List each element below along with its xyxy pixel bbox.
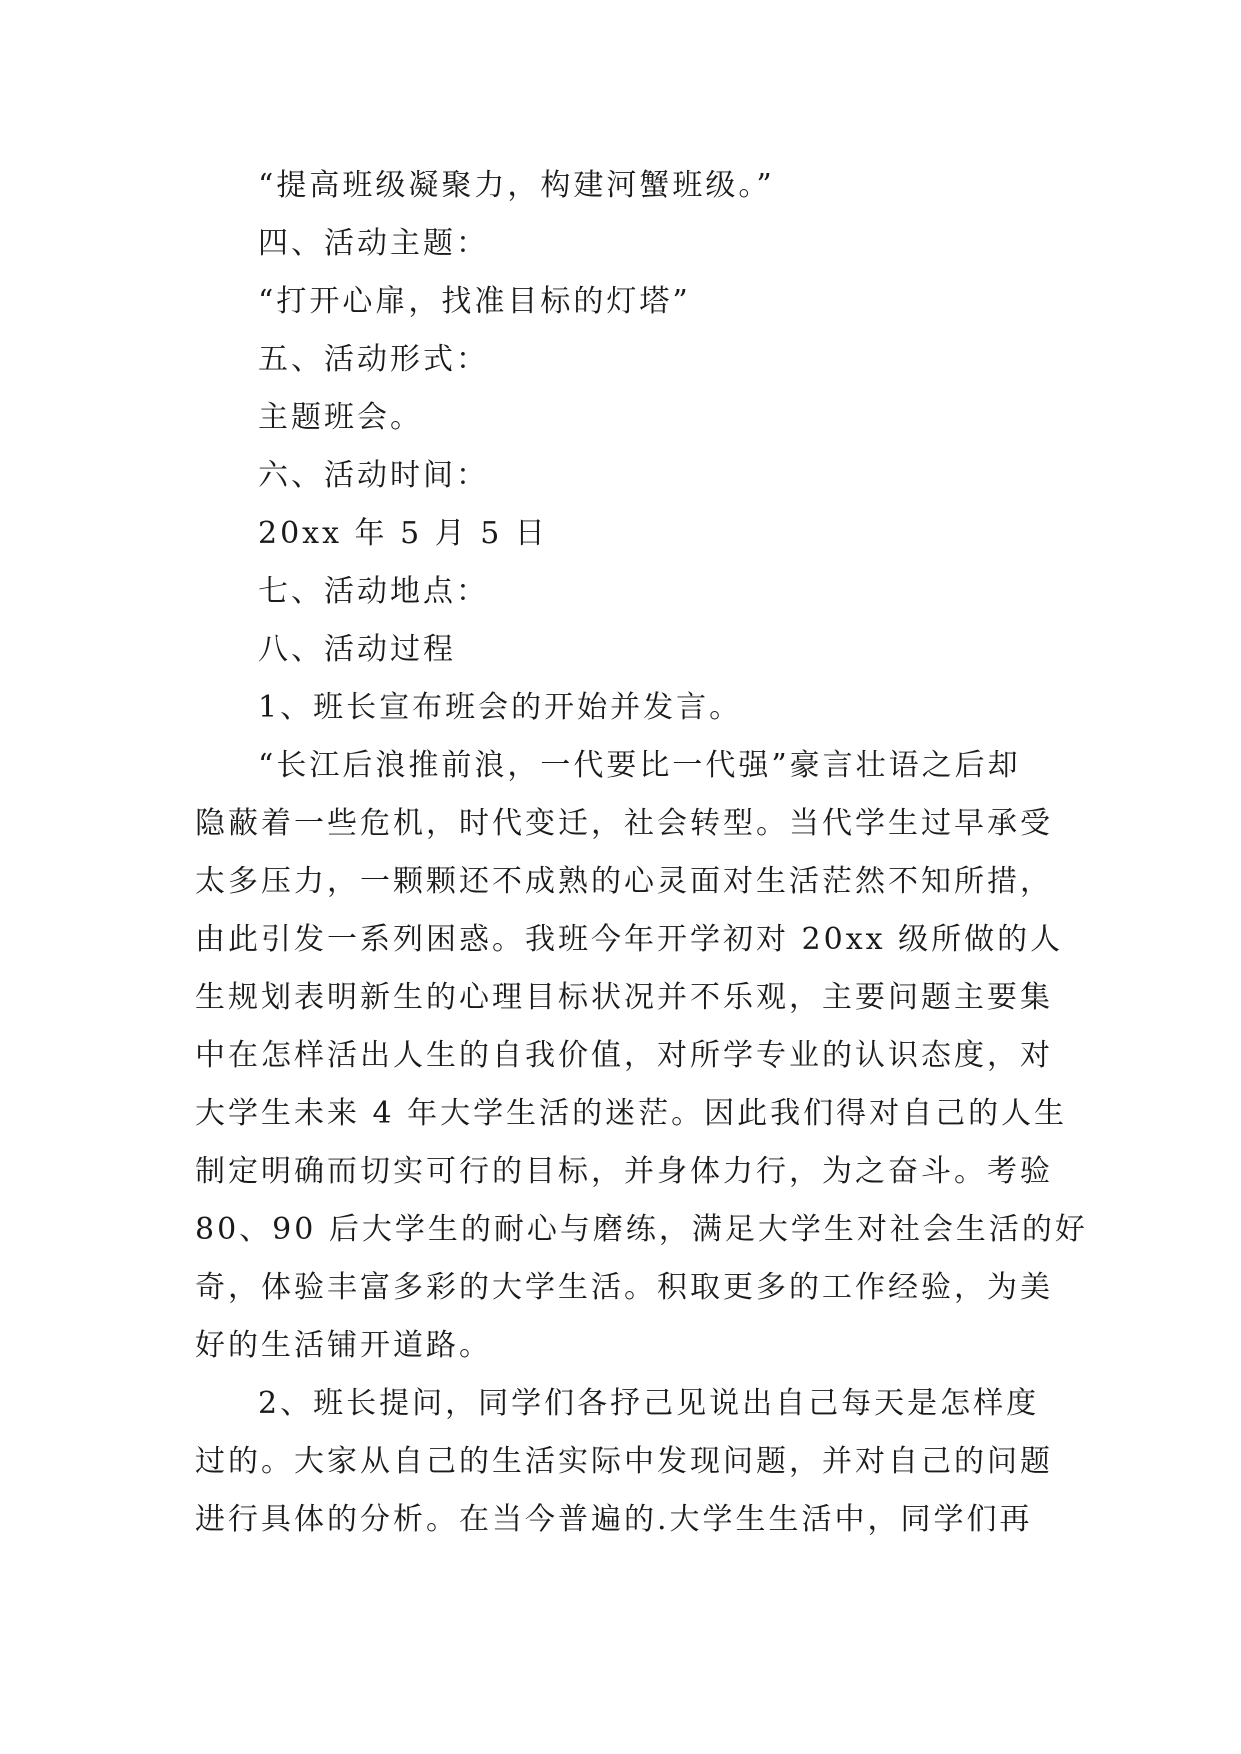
section-heading-location: 七、活动地点： bbox=[258, 574, 489, 609]
slogan-line: “提高班级凝聚力，构建河蟹班级。” bbox=[258, 168, 775, 203]
paragraph-line: 80、90 后大学生的耐心与磨练，满足大学生对社会生活的好 bbox=[195, 1212, 1088, 1247]
paragraph-line: 进行具体的分析。在当今普遍的.大学生生活中，同学们再 bbox=[195, 1502, 1033, 1537]
paragraph-line: 由此引发一系列困惑。我班今年开学初对 20xx 级所做的人 bbox=[195, 922, 1064, 957]
section-heading-form: 五、活动形式： bbox=[258, 342, 489, 377]
paragraph-line: 好的生活铺开道路。 bbox=[195, 1328, 492, 1363]
section-heading-process: 八、活动过程 bbox=[258, 632, 456, 667]
paragraph-line: 制定明确而切实可行的目标，并身体力行，为之奋斗。考验 bbox=[195, 1154, 1053, 1189]
paragraph-line: 太多压力，一颗颗还不成熟的心灵面对生活茫然不知所措， bbox=[195, 864, 1053, 899]
process-step-2: 2、班长提问，同学们各抒己见说出自己每天是怎样度 bbox=[258, 1386, 1040, 1421]
theme-text: “打开心扉，找准目标的灯塔” bbox=[258, 284, 691, 319]
process-step-1: 1、班长宣布班会的开始并发言。 bbox=[258, 690, 743, 725]
paragraph-line: 过的。大家从自己的生活实际中发现问题，并对自己的问题 bbox=[195, 1444, 1053, 1479]
time-text: 20xx 年 5 月 5 日 bbox=[258, 516, 548, 551]
paragraph-line: 中在怎样活出人生的自我价值，对所学专业的认识态度，对 bbox=[195, 1038, 1053, 1073]
form-text: 主题班会。 bbox=[258, 400, 423, 435]
paragraph-line: 生规划表明新生的心理目标状况并不乐观，主要问题主要集 bbox=[195, 980, 1053, 1015]
paragraph-line: 大学生未来 4 年大学生活的迷茫。因此我们得对自己的人生 bbox=[195, 1096, 1068, 1131]
section-heading-theme: 四、活动主题： bbox=[258, 226, 489, 261]
paragraph-line: “长江后浪推前浪，一代要比一代强”豪言壮语之后却 bbox=[258, 748, 1021, 783]
section-heading-time: 六、活动时间： bbox=[258, 458, 489, 493]
paragraph-line: 隐蔽着一些危机，时代变迁，社会转型。当代学生过早承受 bbox=[195, 806, 1053, 841]
paragraph-line: 奇，体验丰富多彩的大学生活。积取更多的工作经验，为美 bbox=[195, 1270, 1053, 1305]
